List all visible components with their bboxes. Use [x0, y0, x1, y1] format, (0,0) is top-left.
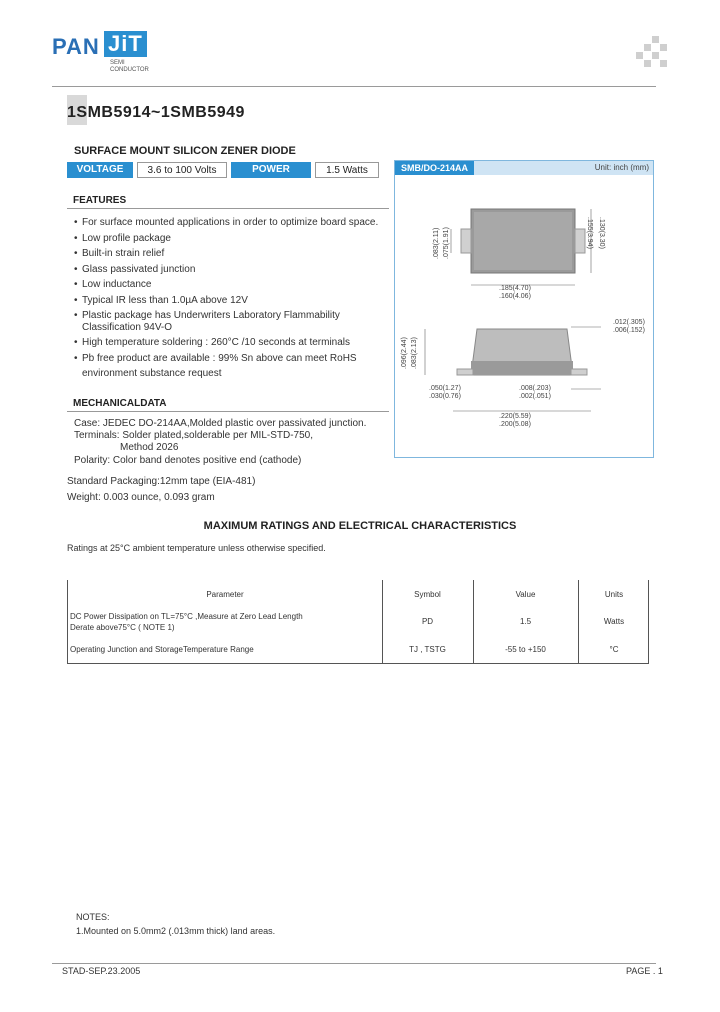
mech-line: Case: JEDEC DO-214AA,Molded plastic over passivated junction. — [74, 418, 367, 429]
feature-item: • For surface mounted applications in order to optimize board space. — [74, 215, 394, 231]
footer-doc-date: STAD-SEP.23.2005 — [62, 966, 141, 976]
dim-top-width-min: .160(4.06) — [499, 293, 531, 300]
table-header-units: Units — [604, 590, 624, 599]
dim-gap-min: .002(.051) — [519, 393, 551, 400]
dim-total-min: .200(5.08) — [499, 421, 531, 428]
logo-semi-line2: CONDUCTOR — [110, 67, 149, 73]
dim-side-height-min: .083(2.13) — [411, 337, 418, 369]
package-label: SMB/DO-214AA — [395, 161, 474, 175]
feature-item: Classification 94V-O — [82, 321, 173, 333]
logo-text-jit: JiT — [104, 31, 147, 57]
dim-total: .220(5.59) — [499, 413, 531, 420]
panjit-logo — [52, 30, 162, 78]
dim-gap: .008(.203) — [519, 385, 551, 392]
corner-decoration — [636, 36, 668, 68]
mech-line: Terminals: Solder plated,solderable per MIL-STD-750, — [74, 430, 313, 442]
standard-packaging: Standard Packaging:12mm tape (EIA-481) — [67, 476, 256, 487]
row2-value: -55 to +150 — [505, 645, 546, 654]
notes-section — [76, 910, 275, 938]
dim-lead-thickness-min: .006(.152) — [613, 327, 645, 334]
features-section-bar — [67, 193, 389, 209]
dim-lead-height: .083(2.11) — [433, 227, 440, 259]
row2-symbol: TJ , TSTG — [409, 645, 446, 654]
page-subtitle: SURFACE MOUNT SILICON ZENER DIODE — [74, 145, 296, 157]
dim-lead-height-min: .075(1.91) — [443, 227, 450, 259]
footer-rule — [52, 963, 656, 964]
voltage-value: 3.6 to 100 Volts — [137, 162, 227, 178]
ratings-note: Ratings at 25°C ambient temperature unless otherwise specified. — [67, 543, 326, 553]
row1-value: 1.5 — [519, 617, 532, 626]
feature-item: • Low inductance — [74, 277, 394, 293]
feature-item: • Glass passivated junction — [74, 262, 394, 278]
mechanical-section-bar — [67, 396, 389, 412]
feature-item: • High temperature soldering : 260°C /10 seconds at terminals — [74, 335, 394, 351]
dim-foot: .050(1.27) — [429, 385, 461, 392]
dim-top-height: .155(3.94) — [586, 217, 593, 249]
row2-parameter: Operating Junction and StorageTemperature Range — [70, 645, 254, 654]
package-drawing-panel — [394, 160, 654, 458]
row1-symbol: PD — [421, 617, 434, 626]
row1-unit: Watts — [603, 617, 625, 626]
feature-item: environment substance request — [82, 368, 222, 379]
dim-top-width: .185(4.70) — [499, 285, 531, 292]
page-title: 1SMB5914~1SMB5949 — [67, 104, 245, 121]
feature-item: • Built-in strain relief — [74, 246, 394, 262]
notes-heading: NOTES: — [76, 912, 110, 922]
row2-unit: °C — [609, 645, 619, 654]
row1-parameter: DC Power Dissipation on TL=75°C ,Measure at Zero Lead Length — [70, 612, 303, 621]
ratings-table — [67, 580, 649, 664]
features-heading: FEATURES — [73, 195, 127, 206]
power-value: 1.5 Watts — [315, 162, 379, 178]
voltage-label: VOLTAGE — [67, 162, 133, 178]
feature-item: • Typical IR less than 1.0µA above 12V — [74, 293, 394, 309]
mechanical-data — [74, 418, 404, 467]
logo-text-pan: PAN — [52, 34, 100, 59]
max-ratings-title: MAXIMUM RATINGS AND ELECTRICAL CHARACTERISTICS — [203, 520, 517, 532]
weight: Weight: 0.003 ounce, 0.093 gram — [67, 492, 215, 503]
mech-line: Polarity: Color band denotes positive end (cathode) — [74, 454, 302, 466]
footer-page: PAGE . 1 — [626, 966, 663, 976]
dim-lead-thickness: .012(.305) — [613, 319, 645, 326]
note-item: 1.Mounted on 5.0mm2 (.013mm thick) land areas. — [76, 926, 276, 936]
mechanical-heading: MECHANICALDATA — [73, 398, 167, 409]
table-header-symbol: Symbol — [414, 590, 441, 599]
mech-line: Method 2026 — [120, 442, 179, 454]
feature-item: • Pb free product are available : 99% Sn above can meet RoHS — [74, 351, 394, 367]
features-list — [74, 215, 394, 382]
power-label: POWER — [231, 162, 311, 178]
table-header-value: Value — [515, 590, 536, 599]
logo-semiconductor — [110, 60, 149, 74]
feature-item: • Plastic package has Underwriters Laboratory Flammability — [74, 308, 394, 324]
row1-parameter-derate: Derate above75°C ( NOTE 1) — [70, 623, 175, 632]
package-unit: Unit: inch (mm) — [594, 163, 649, 172]
header-rule — [52, 86, 656, 87]
dim-foot-min: .030(0.76) — [429, 393, 461, 400]
table-header-parameter: Parameter — [206, 590, 244, 599]
feature-item: • Low profile package — [74, 231, 394, 247]
dim-top-height-min: .130(3.30) — [598, 217, 605, 249]
logo-semi-line1: SEMI — [110, 60, 125, 66]
dim-side-height: .096(2.44) — [401, 337, 408, 369]
